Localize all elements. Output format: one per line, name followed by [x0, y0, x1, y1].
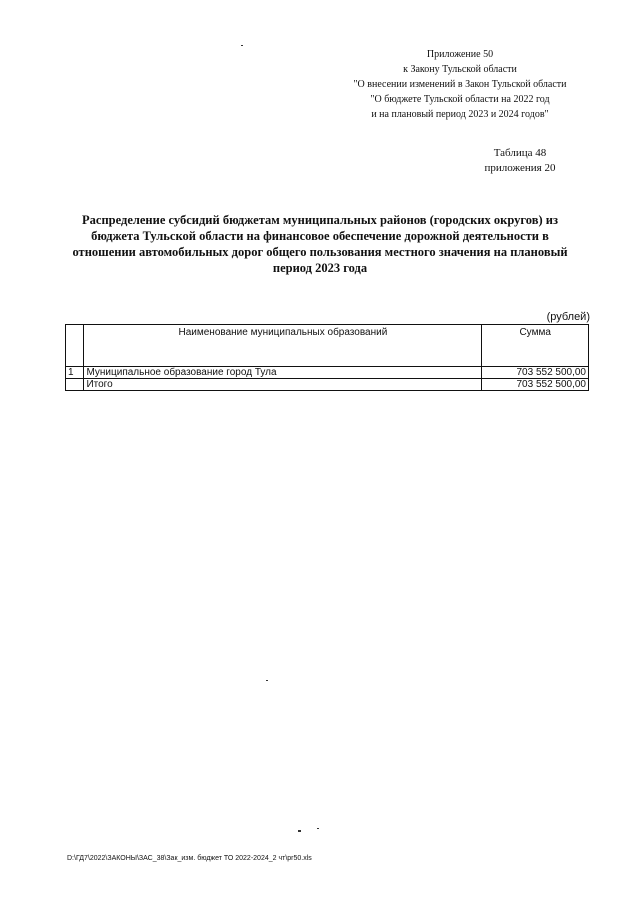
row-sum: 703 552 500,00: [482, 367, 589, 379]
currency-unit: (рублей): [546, 311, 590, 323]
table-header-row: [66, 325, 589, 367]
appendix-line: Приложение 50: [426, 49, 494, 60]
document-title: Распределение субсидий бюджетам муниципальных районов (городских округов) из бюджета Тульской области на финансовое обеспечение дорожной деятельности в отношении автомобильных дорог общего пользования местного значения на плановый период 2023 года: [72, 213, 568, 275]
scan-speck: [241, 45, 243, 46]
total-sum: 703 552 500,00: [482, 379, 589, 391]
table-reference: [470, 146, 570, 176]
table-total-row: [66, 379, 589, 391]
appendix-line: "О бюджете Тульской области на 2022 год: [370, 94, 550, 105]
row-name: Муниципальное образование город Тула: [84, 367, 482, 379]
total-label: Итого: [84, 379, 482, 391]
row-number: 1: [66, 367, 84, 379]
appendix-line: "О внесении изменений в Закон Тульской области: [353, 79, 567, 90]
table-number: Таблица 48: [493, 147, 547, 159]
scan-speck: [266, 680, 268, 681]
appendix-line: к Закону Тульской области: [403, 64, 517, 75]
header-number-cell: [66, 325, 84, 367]
scan-speck: [317, 828, 319, 829]
subsidy-table: [65, 324, 589, 391]
header-sum: Сумма: [482, 325, 589, 367]
appendix-line: и на плановый период 2023 и 2024 годов": [371, 109, 549, 120]
appendix-header: [340, 47, 580, 122]
total-number-cell: [66, 379, 84, 391]
scan-speck: [298, 830, 301, 832]
table-appendix-ref: приложения 20: [484, 162, 556, 174]
table-row: [66, 367, 589, 379]
file-path-footer: D:\ГД7\2022\ЗАКОНЫ\ЗАС_38\Зак_изм. бюджет ТО 2022-2024_2 чт\pr50.xls: [67, 855, 312, 862]
header-name: Наименование муниципальных образований: [84, 325, 482, 367]
